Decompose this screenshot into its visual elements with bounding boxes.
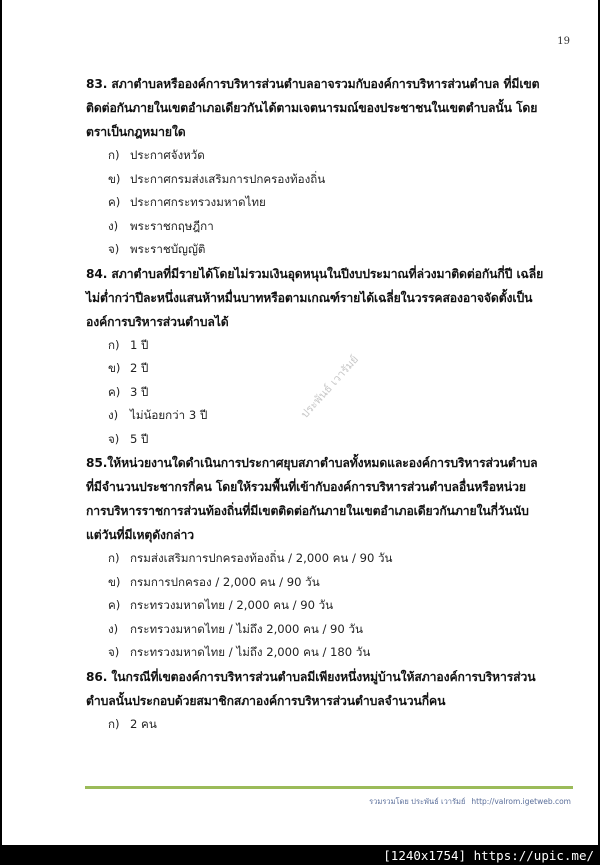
answer-option [86,168,576,192]
answer-option [86,215,576,239]
option-key: ก) [108,337,120,352]
footer-rule [85,786,573,789]
image-size-caption: [1240x1754] https://upic.me/ [383,848,594,863]
answer-option [86,641,576,665]
footer-url-link[interactable]: http://valrom.igetweb.com [471,797,571,806]
question-line: การบริหารราชการส่วนท้องถิ่นที่มีเขตติดต่อกันภายในเขตอำเภอเดียวกันภายในกี่วันนับ [86,504,529,518]
question-text [86,262,576,334]
option-key: จ) [108,242,120,256]
answer-option [86,144,576,168]
option-text: พระราชกฤษฎีกา [130,218,214,233]
option-key: จ) [108,431,120,446]
option-text: กระทรวงมหาดไทย / 2,000 คน / 90 วัน [130,598,334,612]
option-key: ค) [108,598,121,612]
answer-option [86,547,576,571]
question-line: 85.ให้หน่วยงานใดดำเนินการประกาศยุบสภาตำบลทั้งหมดและองค์การบริหารส่วนตำบล [86,456,538,470]
question-line: ไม่ต่ำกว่าปีละหนึ่งแสนห้าหมื่นบาทหรือตามเกณฑ์รายได้เฉลี่ยในวรรคสองอาจจัดตั้งเป็น [86,290,533,305]
footer-credit [369,796,571,808]
option-key: ข) [108,574,121,589]
question-text [86,72,576,144]
option-text: พระราชบัญญัติ [130,242,206,256]
option-key: ก) [108,551,120,565]
question-86 [86,665,576,737]
option-text: 5 ปี [130,431,149,446]
answer-option [86,191,576,215]
question-list [86,72,576,736]
option-text: 3 ปี [130,384,149,399]
option-text: ประกาศกรมส่งเสริมการปกครองท้องถิ่น [130,171,326,186]
answer-option [86,428,576,452]
answer-option [86,571,576,595]
option-key: ข) [108,361,121,375]
footer-author: รวมรวมโดย ประพันธ์ เวารัมย์ [369,797,466,806]
question-line: องค์การบริหารส่วนตำบลได้ [86,314,229,329]
option-text: 1 ปี [130,337,149,352]
question-line: 86. ในกรณีที่เขตองค์การบริหารส่วนตำบลมีเพียงหนึ่งหมู่บ้านให้สภาองค์การบริหารส่วน [86,669,536,684]
answer-option [86,334,576,358]
question-85 [86,451,576,665]
answer-option [86,404,576,428]
option-text: กรมส่งเสริมการปกครองท้องถิ่น / 2,000 คน / 90 วัน [130,551,393,565]
option-key: ง) [108,408,119,422]
question-line: 84. สภาตำบลที่มีรายได้โดยไม่รวมเงินอุดหนุนในปีงบประมาณที่ล่วงมาติดต่อกันกี่ปี เฉลี่ย [86,266,544,281]
option-text: 2 คน [130,716,157,731]
option-key: ค) [108,384,121,399]
page-number: 19 [557,36,570,47]
question-text [86,451,576,547]
answer-option [86,238,576,262]
question-line: 83. สภาตำบลหรือองค์การบริหารส่วนตำบลอาจรวมกับองค์การบริหารส่วนตำบล ที่มีเขต [86,77,540,91]
question-line: ติดต่อกันภายในเขตอำเภอเดียวกันได้ตามเจตนารมณ์ของประชาชนในเขตตำบลนั้น โดย [86,101,538,115]
question-text [86,665,576,713]
question-83 [86,72,576,262]
option-text: ประกาศจังหวัด [130,148,205,162]
answer-option [86,618,576,642]
option-key: ก) [108,716,120,731]
question-line: ตำบลนั้นประกอบด้วยสมาชิกสภาองค์การบริหารส่วนตำบลจำนวนกี่คน [86,693,446,708]
document-page [2,0,598,845]
option-key: ง) [108,621,119,636]
option-text: 2 ปี [130,361,149,375]
option-text: ไม่น้อยกว่า 3 ปี [130,408,208,422]
answer-option [86,357,576,381]
option-key: ข) [108,171,121,186]
question-line: ตราเป็นกฎหมายใด [86,125,186,139]
question-84 [86,262,576,452]
option-text: กระทรวงมหาดไทย / ไม่ถึง 2,000 คน / 180 วัน [130,645,371,659]
option-key: ง) [108,218,119,233]
question-line: ที่มีจำนวนประชากรกี่คน โดยให้รวมพื้นที่เข้ากับองค์การบริหารส่วนตำบลอื่นหรือหน่วย [86,480,526,494]
question-line: แต่วันที่มีเหตุดังกล่าว [86,528,195,542]
answer-option [86,594,576,618]
watermark: ประพันธ์ เวารัมย์ [298,352,362,421]
option-text: กระทรวงมหาดไทย / ไม่ถึง 2,000 คน / 90 วัน [130,621,363,636]
answer-option [86,381,576,405]
option-key: ค) [108,195,121,209]
option-text: ประกาศกระทรวงมหาดไทย [130,195,266,209]
option-text: กรมการปกครอง / 2,000 คน / 90 วัน [130,574,320,589]
answer-option [86,713,576,737]
option-key: ก) [108,148,120,162]
option-key: จ) [108,645,120,659]
